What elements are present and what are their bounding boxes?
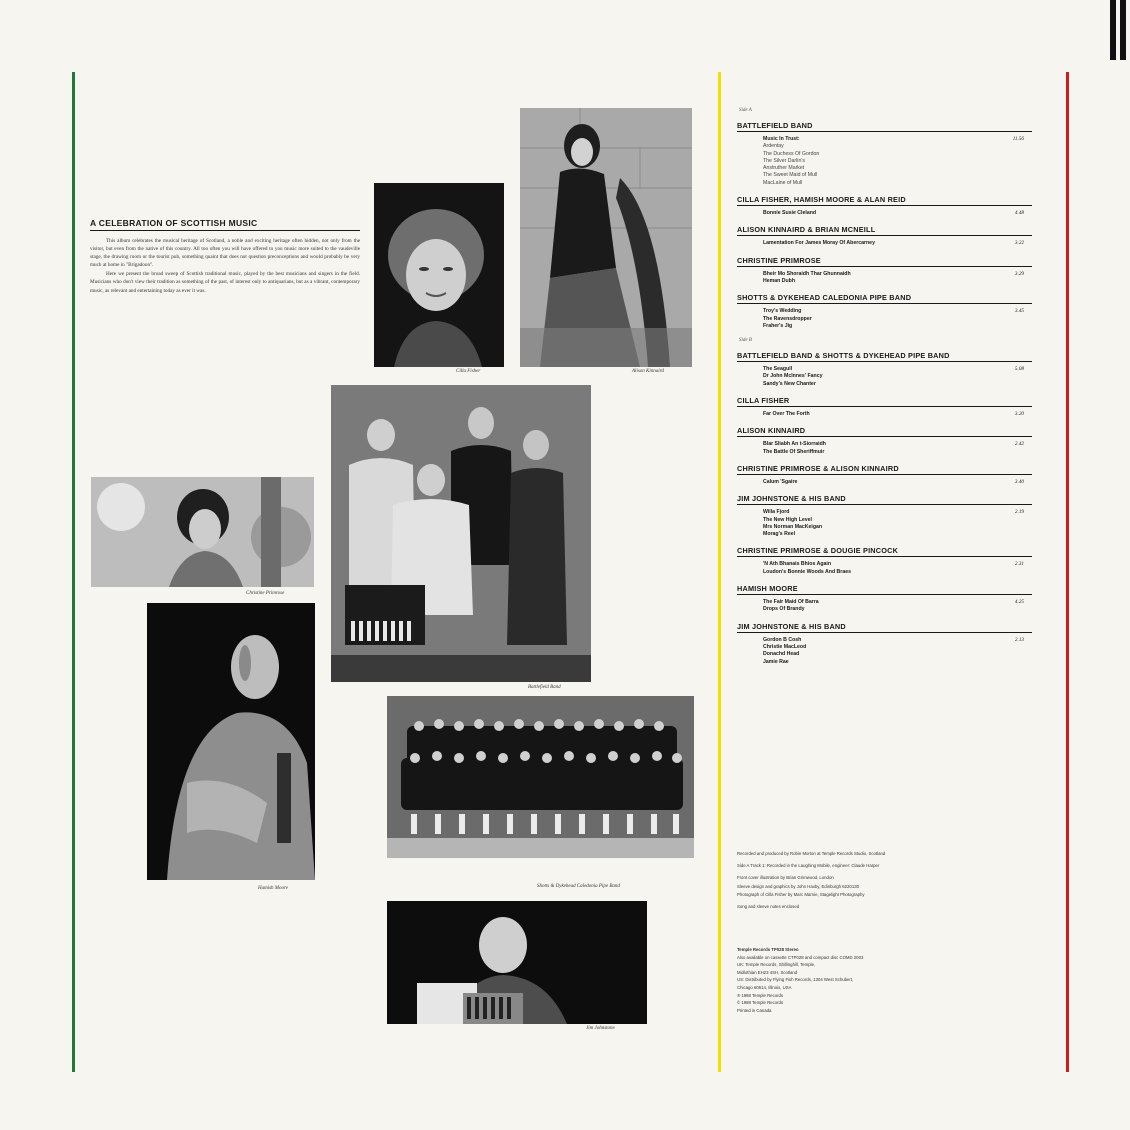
label-info-line: UK: Temple Records, Shillinghill, Temple, <box>737 962 816 968</box>
track-title: Drops Of Brandy <box>763 606 805 613</box>
track-titles <box>763 561 851 576</box>
track-duration: 2.42 <box>1014 441 1024 448</box>
artist-name: CHRISTINE PRIMROSE & ALISON KINNAIRD <box>737 463 899 473</box>
track-duration: 4.48 <box>1014 210 1024 217</box>
jim-johnstone-caption: Jim Johnstone <box>586 1026 615 1031</box>
artist-rule <box>737 361 1032 362</box>
track-title: Bheir Mo Shoraidh Thar Ghunnaidh <box>763 270 851 277</box>
track-duration: 3.45 <box>1014 308 1024 315</box>
track-titles <box>763 599 819 614</box>
track-duration: 11.56 <box>1012 136 1024 142</box>
track-group <box>737 256 1032 286</box>
intro-paragraph: Here we present the broad sweep of Scottish traditional music, played by the best musicians and singers in the field. Musicians who don't view their tradition as something of the past, of interest only to antiquarians, but as a vibrant, contemporary music, as relevant and entertaining today as ever it was. <box>90 271 360 294</box>
track-title: 'N Ath Bhanais Bhios Again <box>763 561 832 568</box>
credit-line: Recorded and produced by Robin Morton at Temple Records Studio, Scotland <box>737 851 886 856</box>
label-info-line: Midlothian EH23 4SH, Scotland <box>737 969 798 975</box>
artist-rule <box>737 436 1032 437</box>
side-a-groups <box>737 121 1032 330</box>
track-row <box>737 366 1032 388</box>
artist-rule <box>737 131 1032 132</box>
track-row <box>737 599 1032 614</box>
artist-name: CILLA FISHER <box>737 396 790 406</box>
track-title: The Seagull <box>763 366 793 373</box>
track-titles <box>763 271 851 286</box>
credits <box>737 850 1037 915</box>
battlefield-band-photo <box>331 385 591 682</box>
artist-name: BATTLEFIELD BAND <box>737 121 813 130</box>
artist-rule <box>737 406 1032 407</box>
track-group <box>737 546 1032 576</box>
track-row <box>737 136 1032 187</box>
medley-part-title: Ardentay <box>763 143 784 150</box>
track-title: Jamie Rae <box>763 658 789 665</box>
track-row <box>737 561 1032 576</box>
track-duration: 4.25 <box>1014 599 1024 606</box>
track-group <box>737 426 1032 456</box>
track-titles <box>763 136 819 187</box>
track-titles <box>763 441 826 456</box>
label-info-line: © 1988 Temple Records <box>737 1000 784 1006</box>
christine-primrose-photo <box>91 477 314 587</box>
credit-line: Front cover illustration by Brian Grimwood, London Sleeve design and graphics by John Haxby, Edinburgh 6220130 Photograph of Cilla Fisher by Marc Marnie, Stagelight Photography <box>737 875 865 897</box>
medley-part-title: Anstruther Market <box>763 165 805 172</box>
track-duration: 3.20 <box>1014 411 1024 418</box>
medley-part-title: The Sweet Maid of Mull <box>763 172 818 179</box>
track-duration: 2.19 <box>1014 509 1024 516</box>
track-title: Gordon B Cosh <box>763 636 802 643</box>
track-title: Bonnie Susie Cleland <box>763 210 817 217</box>
track-title: The Fair Maid Of Barra <box>763 599 819 606</box>
track-title: Morag's Reel <box>763 531 796 538</box>
track-title: The New High Level <box>763 516 813 523</box>
track-row <box>737 210 1032 217</box>
track-duration: 2.31 <box>1014 561 1024 568</box>
shotts-dykehead-pipe-band-photo <box>387 696 694 858</box>
intro-paragraph: This album celebrates the musical heritage of Scotland, a noble and exciting heritage often hidden, not only from the visitor, but even from the native of this country. All too often you will have offered to you music more suited to the vaudeville stage, the drawing room or the tourist pub, something quaint that does not question preconceptions and would probably be very much at home in "Brigadoon". <box>90 238 360 269</box>
track-group <box>737 351 1032 388</box>
track-row <box>737 240 1032 247</box>
christine-primrose-caption: Christine Primrose <box>246 591 285 596</box>
track-title: The Ravensdropper <box>763 315 812 322</box>
track-group <box>737 622 1032 666</box>
label-info-line: Temple Records TP028 Stereo <box>737 947 799 952</box>
battlefield-band-caption: Battlefield Band <box>528 685 561 690</box>
track-title: Far Over The Forth <box>763 411 810 418</box>
artist-rule <box>737 235 1032 236</box>
track-row <box>737 637 1032 666</box>
artist-rule <box>737 303 1032 304</box>
red-divider <box>1066 72 1069 1072</box>
track-titles <box>763 411 810 418</box>
side-a-label: Side A <box>739 108 752 113</box>
track-titles <box>763 637 806 666</box>
intro-section <box>90 218 360 296</box>
track-title: Troy's Wedding <box>763 308 802 315</box>
side-b-label: Side B <box>739 338 752 344</box>
artist-name: ALISON KINNAIRD & BRIAN MCNEILL <box>737 225 876 235</box>
artist-name: HAMISH MOORE <box>737 584 798 594</box>
track-group <box>737 293 1032 330</box>
track-row <box>737 271 1032 286</box>
label-info <box>737 946 1027 1014</box>
corner-mark <box>1110 0 1126 60</box>
hamish-moore-photo <box>147 603 315 880</box>
artist-name: CILLA FISHER, HAMISH MOORE & ALAN REID <box>737 195 906 205</box>
credit-line: Song and sleeve notes enclosed <box>737 904 800 910</box>
track-duration: 2.13 <box>1014 636 1024 643</box>
side-b-groups <box>737 351 1032 666</box>
track-row <box>737 479 1032 486</box>
artist-rule <box>737 594 1032 595</box>
hamish-moore-caption: Hamish Moore <box>258 886 288 891</box>
artist-rule <box>737 632 1032 633</box>
cilla-fisher-photo <box>374 183 504 367</box>
credit-line: Side A Track 1: Recorded in the Laughing Mobile, engineer: Claude Harper <box>737 863 880 869</box>
track-row <box>737 411 1032 418</box>
track-duration: 3.29 <box>1014 270 1024 277</box>
track-group <box>737 584 1032 614</box>
track-title: The Battle Of Sheriffmuir <box>763 448 825 455</box>
tracklist <box>737 108 1032 674</box>
artist-name: BATTLEFIELD BAND & SHOTTS & DYKEHEAD PIPE BAND <box>737 351 950 361</box>
track-title: Dr John McInnes' Fancy <box>763 373 823 380</box>
track-titles <box>763 366 822 388</box>
artist-rule <box>737 266 1032 267</box>
track-group <box>737 464 1032 486</box>
alison-kinnaird-caption: Alison Kinnaird <box>632 369 664 374</box>
cilla-fisher-caption: Cilla Fisher <box>456 369 481 374</box>
track-title: Sandy's New Chanter <box>763 380 816 387</box>
artist-name: ALISON KINNAIRD <box>737 426 806 436</box>
medley-part-title: MacLaine of Mull <box>763 179 803 186</box>
track-group <box>737 494 1032 538</box>
track-group <box>737 396 1032 418</box>
label-info-line: US: Distributed by Flying Fish Records, 1304 West Schubert, <box>737 977 854 983</box>
track-title: Christie MacLeod <box>763 643 807 650</box>
label-info-line: Also available on cassette CTP028 and compact disc COMD 2003 <box>737 954 864 960</box>
track-titles <box>763 240 875 247</box>
track-row <box>737 308 1032 330</box>
label-info-line: Printed in Canada <box>737 1007 772 1013</box>
track-title: Heman Dubh <box>763 277 795 284</box>
track-title: Lamentation For James Moray Of Abercarney <box>763 240 875 247</box>
track-title: Blar Sliabh An t-Siorraidh <box>763 441 826 448</box>
track-duration: 3.40 <box>1014 478 1024 485</box>
track-titles <box>763 210 816 217</box>
track-title: Calum 'Sgaire <box>763 478 798 485</box>
yellow-divider <box>718 72 721 1072</box>
jim-johnstone-photo <box>387 901 647 1024</box>
artist-name: JIM JOHNSTONE & HIS BAND <box>737 621 846 631</box>
track-group <box>737 195 1032 217</box>
artist-name: CHRISTINE PRIMROSE & DOUGIE PINCOCK <box>737 546 899 556</box>
shotts-dykehead-caption: Shotts & Dykehead Caledonia Pipe Band <box>537 884 620 889</box>
track-titles <box>763 509 822 538</box>
track-duration: 5.08 <box>1014 366 1024 373</box>
track-title: Fraher's Jig <box>763 322 793 329</box>
label-info-line: Chicago 60614, Illinois, USA <box>737 984 792 990</box>
artist-rule <box>737 504 1032 505</box>
track-titles <box>763 308 812 330</box>
track-group <box>737 225 1032 247</box>
track-title: Donachd Head <box>763 651 800 658</box>
medley-part-title: The Duchess Of Gordon <box>763 150 820 157</box>
intro-title: A CELEBRATION OF SCOTTISH MUSIC <box>90 218 360 231</box>
track-title: Loudon's Bonnie Woods And Braes <box>763 568 851 575</box>
track-row <box>737 441 1032 456</box>
track-title: Music In Trust: <box>763 136 800 142</box>
artist-rule <box>737 205 1032 206</box>
artist-rule <box>737 474 1032 475</box>
alison-kinnaird-photo <box>520 108 692 367</box>
green-divider <box>72 72 75 1072</box>
label-info-line: ℗ 1988 Temple Records <box>737 992 784 998</box>
track-titles <box>763 479 797 486</box>
track-title: Mrs Norman MacKeigan <box>763 523 823 530</box>
artist-name: JIM JOHNSTONE & HIS BAND <box>737 494 846 504</box>
artist-rule <box>737 556 1032 557</box>
track-row <box>737 509 1032 538</box>
artist-name: SHOTTS & DYKEHEAD CALEDONIA PIPE BAND <box>737 293 912 303</box>
medley-part-title: The Silver Darlin's <box>763 157 805 164</box>
artist-name: CHRISTINE PRIMROSE <box>737 255 821 265</box>
track-title: Willa Fjord <box>763 509 790 516</box>
track-duration: 3.22 <box>1014 240 1024 247</box>
track-group <box>737 121 1032 187</box>
